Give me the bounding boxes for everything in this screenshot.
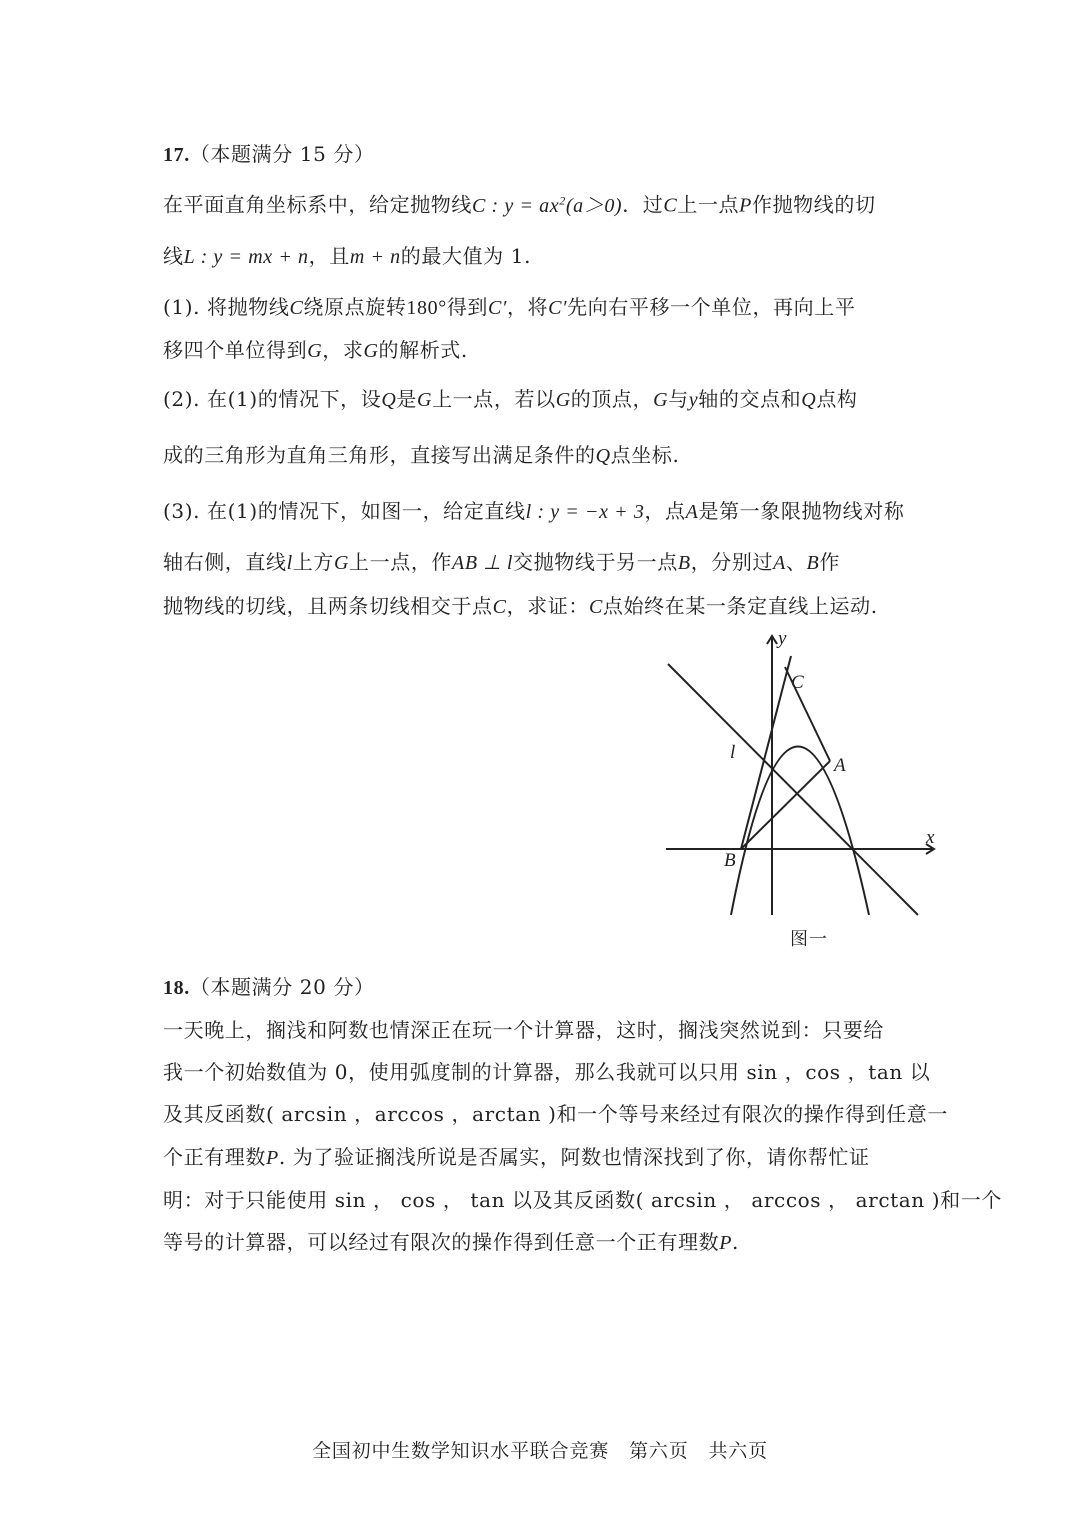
text: 点始终在某一条定直线上运动. bbox=[602, 594, 878, 618]
var-B: B bbox=[677, 552, 691, 574]
var-y: y bbox=[688, 389, 699, 411]
var-B: B bbox=[806, 552, 820, 574]
q18-line-5: 明：对于只能使用 sin ， cos ， tan 以及其反函数( arcsin ， arccos ， arctan )和一个 bbox=[163, 1188, 1002, 1212]
text: 等号的计算器，可以经过有限次的操作得到任意一个正有理数 bbox=[163, 1230, 720, 1254]
figure-1 bbox=[662, 630, 944, 920]
q18-line-2: 我一个初始数值为 0，使用弧度制的计算器，那么我就可以只用 sin ，cos ，tan 以 bbox=[163, 1060, 931, 1084]
text: 先向右平移一个单位，再向上平 bbox=[567, 295, 856, 319]
q17-number: 17. bbox=[163, 144, 190, 166]
angle: 180° bbox=[406, 297, 447, 319]
var-G: G bbox=[653, 389, 669, 411]
tangent-at-B bbox=[741, 656, 791, 849]
var-G: G bbox=[363, 340, 379, 362]
label-y: y bbox=[778, 630, 787, 649]
text: 与 bbox=[668, 387, 689, 411]
var-P: P bbox=[719, 1232, 733, 1254]
label-l: l bbox=[730, 742, 736, 763]
q18-line-4 bbox=[163, 1143, 870, 1172]
text: 点坐标. bbox=[610, 443, 680, 467]
q17-part1-line-2 bbox=[163, 336, 468, 365]
var-Cprime: C′ bbox=[488, 297, 507, 319]
formula-tangent: L : y = mx + n bbox=[183, 246, 309, 268]
var-Cprime: C′ bbox=[548, 297, 568, 319]
q18-number: 18. bbox=[163, 977, 190, 999]
text: 点构 bbox=[816, 387, 858, 411]
figure-1-diagram bbox=[662, 630, 944, 920]
text: 轴的交点和 bbox=[698, 387, 802, 411]
q17-part3-line-2 bbox=[163, 548, 840, 577]
text: 的解析式. bbox=[378, 338, 468, 362]
var-G: G bbox=[333, 552, 350, 574]
text: 、 bbox=[785, 550, 807, 574]
text: 交抛物线于另一点 bbox=[513, 550, 678, 574]
formula-parabola: C : $y = ax^2(a>0)$ bbox=[472, 193, 623, 217]
line-l bbox=[668, 664, 918, 915]
footer-title: 全国初中生数学知识水平联合竞赛 bbox=[312, 1440, 610, 1462]
q18-line-3: 及其反函数( arcsin ，arccos ，arctan )和一个等号来经过有限次的操作得到任意一 bbox=[163, 1102, 948, 1126]
q17-part1-line-1 bbox=[163, 293, 855, 322]
q18-line-6 bbox=[163, 1228, 739, 1257]
text: . bbox=[732, 1230, 739, 1254]
figure-caption: 图一 bbox=[790, 929, 828, 950]
text: 得到 bbox=[446, 295, 489, 319]
q17-line-2 bbox=[163, 242, 531, 271]
text: 轴右侧，直线 bbox=[163, 550, 287, 574]
text: 上一点 bbox=[677, 192, 740, 217]
q17-part2-line-1 bbox=[163, 385, 858, 414]
parabola-G bbox=[731, 747, 869, 916]
text: ．过 bbox=[622, 192, 664, 217]
var-C: C bbox=[492, 596, 507, 618]
q18-line-1: 一天晚上，搁浅和阿数也情深正在玩一个计算器，这时，搁浅突然说到：只要给 bbox=[163, 1018, 884, 1042]
footer-page: 第六页 bbox=[629, 1440, 689, 1462]
var-G: G bbox=[417, 389, 433, 411]
text: 的顶点， bbox=[570, 387, 654, 411]
text: ，点 bbox=[644, 499, 686, 523]
q17-score: （本题满分 15 分） bbox=[189, 142, 375, 166]
q18-header bbox=[163, 973, 375, 1002]
text: 抛物线的切线，且两条切线相交于点 bbox=[163, 594, 493, 618]
text: 移四个单位得到 bbox=[163, 338, 308, 362]
text: 作抛物线的切 bbox=[751, 192, 876, 217]
page-footer bbox=[0, 1436, 1080, 1463]
q17-line-1 bbox=[163, 186, 876, 220]
label-A: A bbox=[834, 755, 846, 776]
var-Q: Q bbox=[595, 445, 611, 467]
var-C: C bbox=[588, 596, 603, 618]
formula-perpendicular: AB ⊥ l bbox=[452, 552, 514, 574]
q17-part2-line-2 bbox=[163, 441, 679, 470]
var-P: P bbox=[739, 194, 752, 217]
text: 上方 bbox=[292, 550, 334, 574]
text: 上一点，若以 bbox=[432, 387, 556, 411]
q17-part3-line-1 bbox=[163, 497, 904, 526]
q18-score: （本题满分 20 分） bbox=[189, 975, 375, 999]
label-x: x bbox=[926, 827, 935, 848]
q17-part3-line-3 bbox=[163, 592, 878, 621]
var-Q: Q bbox=[801, 389, 817, 411]
text: 是 bbox=[396, 387, 418, 411]
label-C: C bbox=[791, 672, 804, 693]
text: ，将 bbox=[506, 295, 549, 319]
text: 成的三角形为直角三角形，直接写出满足条件的 bbox=[163, 443, 596, 467]
var-G: G bbox=[307, 340, 323, 362]
text: 个正有理数 bbox=[163, 1145, 266, 1169]
text: ，求 bbox=[322, 338, 364, 362]
text: (1). 将抛物线 bbox=[163, 295, 290, 319]
formula-line-l: l : y = −x + 3 bbox=[525, 501, 645, 523]
text: . 为了验证搁浅所说是否属实，阿数也情深找到了你，请你帮忙证 bbox=[278, 1145, 870, 1169]
text: 的最大值为 1. bbox=[400, 244, 532, 268]
text: 线 bbox=[163, 244, 184, 268]
var-P: P bbox=[266, 1147, 279, 1169]
text: 是第一象限抛物线对称 bbox=[698, 499, 905, 523]
text: 上一点，作 bbox=[349, 550, 453, 574]
q17-header bbox=[163, 140, 375, 169]
var-mn: m + n bbox=[349, 246, 401, 268]
label-B: B bbox=[724, 850, 736, 871]
text: 作 bbox=[819, 550, 840, 574]
text: 在平面直角坐标系中，给定抛物线 bbox=[163, 192, 472, 217]
text: (2). 在(1)的情况下，设 bbox=[163, 387, 382, 411]
var-A: A bbox=[685, 501, 699, 523]
text: (3). 在(1)的情况下，如图一，给定直线 bbox=[163, 499, 526, 523]
text: ，且 bbox=[308, 244, 350, 268]
footer-total: 共六页 bbox=[708, 1440, 768, 1462]
var-C: C bbox=[663, 194, 678, 217]
var-G: G bbox=[555, 389, 571, 411]
text: ，求证： bbox=[506, 594, 589, 618]
var-A: A bbox=[773, 552, 786, 574]
var-l: l bbox=[286, 552, 293, 574]
var-Q: Q bbox=[381, 389, 397, 411]
text: 绕原点旋转 bbox=[303, 295, 407, 319]
var-C: C bbox=[289, 297, 304, 319]
chord-AB bbox=[741, 761, 830, 849]
text: ，分别过 bbox=[690, 550, 774, 574]
